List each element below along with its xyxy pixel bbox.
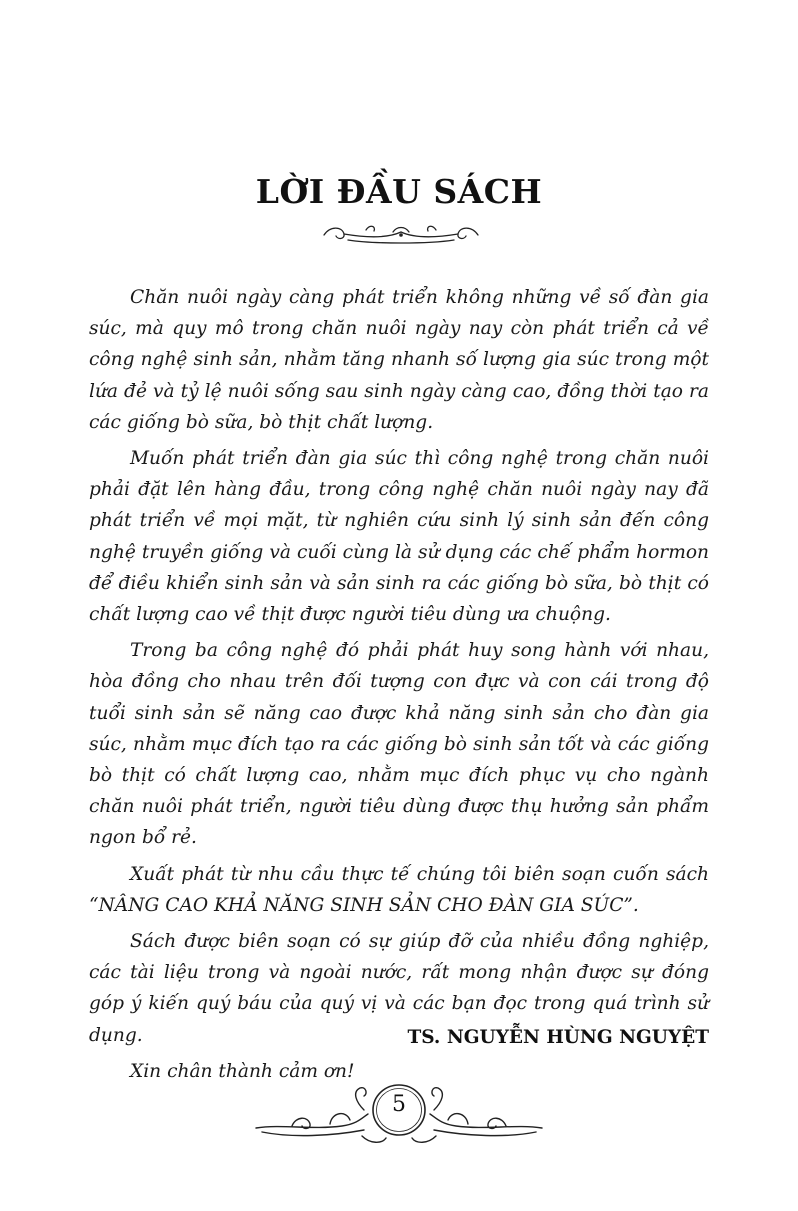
title-flourish-ornament <box>318 222 484 246</box>
paragraph-2: Muốn phát triển đàn gia súc thì công nghệ trong chăn nuôi phải đặt lên hàng đầu, trong công nghệ chăn nuôi ngày nay đã phát triển về mọi mặt, từ nghiên cứu sinh lý sinh sản đến công nghệ truyền giống và cuối cùng là sử dụng các chế phẩm hormon để điều khiển sinh sản và sản sinh ra các giống bò sữa, bò thịt có chất lượng cao về thịt được người tiêu dùng ưa chuộng. <box>89 448 709 626</box>
paragraph-5: Sách được biên soạn có sự giúp đỡ của nhiều đồng nghiệp, các tài liệu trong và ngoài nước, rất mong nhận được sự đóng góp ý kiến quý báu của quý vị và các bạn đọc trong quá trình sử dụng. <box>89 931 709 1046</box>
paragraph-3: Trong ba công nghệ đó phải phát huy song hành với nhau, hòa đồng cho nhau trên đối tượng con đực và con cái trong độ tuổi sinh sản sẽ năng cao được khả năng sinh sản cho đàn gia súc, nhằm mục đích tạo ra các giống bò sinh sản tốt và các giống bò thịt có chất lượng cao, nhằm mục đích phục vụ cho ngành chăn nuôi phát triển, người tiêu dùng được thụ hưởng sản phẩm ngon bổ rẻ. <box>89 640 709 849</box>
preface-body <box>89 282 709 1092</box>
page-number: 5 <box>392 1092 406 1117</box>
paragraph-1: Chăn nuôi ngày càng phát triển không những về số đàn gia súc, mà quy mô trong chăn nuôi ngày nay còn phát triển cả về công nghệ sinh sản, nhằm tăng nhanh số lượng gia súc trong một lứa đẻ và tỷ lệ nuôi sống sau sinh ngày càng cao, đồng thời tạo ra các giống bò sữa, bò thịt chất lượng. <box>89 287 709 433</box>
author-signature: TS. NGUYỄN HÙNG NGUYỆT <box>407 1027 709 1048</box>
paragraph-6: Xin chân thành cảm ơn! <box>130 1060 355 1082</box>
paragraph-4: Xuất phát từ nhu cầu thực tế chúng tôi biên soạn cuốn sách “NÂNG CAO KHẢ NĂNG SINH SẢN CHO ĐÀN GIA SÚC”. <box>89 863 709 916</box>
page-title: LỜI ĐẦU SÁCH <box>255 172 543 211</box>
